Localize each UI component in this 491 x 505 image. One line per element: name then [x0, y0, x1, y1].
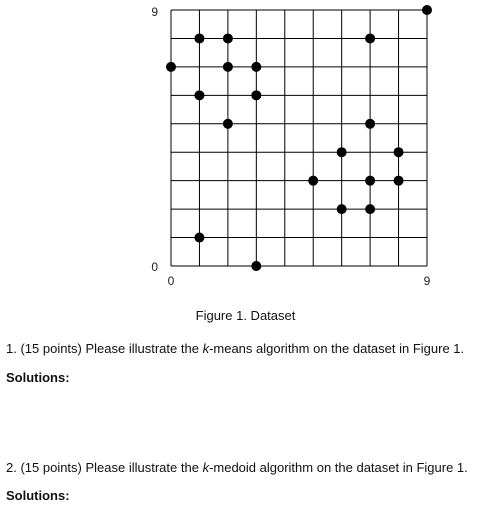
x-tick-label-min: 0: [167, 274, 175, 288]
question-2-variable: k: [202, 460, 210, 475]
data-point: [394, 147, 404, 157]
data-point: [308, 176, 318, 186]
data-point: [223, 33, 233, 43]
data-point: [223, 119, 233, 129]
question-1-prefix: 1. (15 points) Please illustrate the: [6, 341, 203, 356]
data-point: [194, 233, 204, 243]
question-1: [6, 341, 464, 356]
data-point: [422, 5, 432, 15]
question-2-suffix: -medoid algorithm on the dataset in Figure 1.: [209, 460, 468, 475]
axis-ticks: [151, 5, 430, 288]
data-point: [337, 204, 347, 214]
data-point: [194, 33, 204, 43]
question-1-suffix: -means algorithm on the dataset in Figure 1.: [209, 341, 465, 356]
question-2: [6, 460, 468, 475]
solutions-label-1: Solutions:: [6, 370, 70, 385]
question-1-variable: k: [202, 341, 210, 356]
data-point: [251, 261, 261, 271]
data-point: [251, 62, 261, 72]
x-tick-label-max: 9: [423, 274, 431, 288]
data-point: [365, 119, 375, 129]
data-points: [166, 5, 432, 271]
data-point: [251, 90, 261, 100]
data-point: [365, 33, 375, 43]
data-point: [223, 62, 233, 72]
data-point: [365, 204, 375, 214]
question-2-prefix: 2. (15 points) Please illustrate the: [6, 460, 203, 475]
data-point: [194, 90, 204, 100]
data-point: [365, 176, 375, 186]
data-point: [337, 147, 347, 157]
solutions-label-2: Solutions:: [6, 488, 70, 503]
y-tick-label-min: 0: [151, 260, 158, 274]
y-tick-label-max: 9: [151, 5, 158, 19]
figure-caption: Figure 1. Dataset: [195, 308, 296, 323]
data-point: [394, 176, 404, 186]
grid: [171, 10, 427, 266]
data-point: [166, 62, 176, 72]
